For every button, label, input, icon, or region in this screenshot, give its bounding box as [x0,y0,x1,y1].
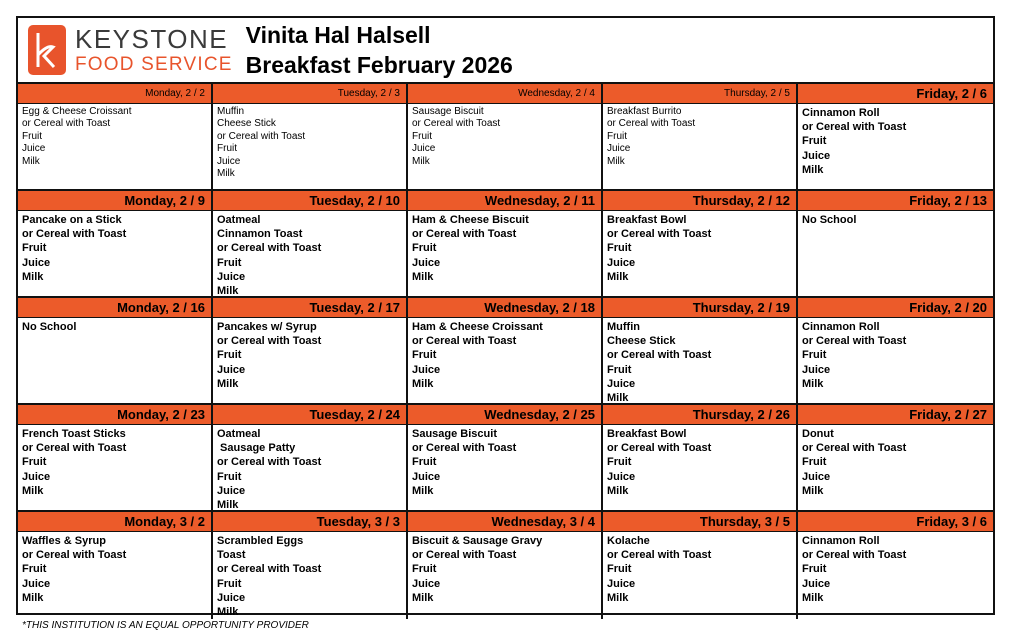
day-header: Thursday, 2 / 26 [603,405,796,425]
menu-item: or Cereal with Toast [607,349,712,362]
menu-item: Ham & Cheese Croissant [412,321,543,333]
menu-item: No School [802,214,857,226]
menu-item: Milk [607,155,625,167]
menu-item: Pancakes w/ Syrup [217,321,317,333]
menu-items [408,318,601,391]
menu-item: Milk [217,285,239,298]
menu-item: Cinnamon Toast [217,228,303,241]
menu-items [798,211,993,227]
menu-item: Fruit [412,456,437,469]
menu-item: Fruit [412,130,432,142]
day-header: Monday, 2 / 16 [18,298,211,318]
menu-item: or Cereal with Toast [217,130,306,142]
menu-item: Breakfast Bowl [607,428,687,440]
menu-item: Cinnamon Roll [802,107,880,119]
menu-item: Sausage Patty [217,442,296,455]
menu-items [798,104,993,177]
menu-items [213,211,406,298]
menu-items [603,104,796,168]
day-cell [798,191,993,298]
menu-item: or Cereal with Toast [217,242,322,255]
menu-item: Ham & Cheese Biscuit [412,214,529,226]
menu-item: Milk [412,591,434,604]
menu-item: Muffin [217,106,245,117]
day-cell [408,191,603,298]
menu-item: No School [22,321,77,333]
menu-item: Milk [607,484,629,497]
menu-item: Juice [412,256,441,269]
menu-item: Fruit [802,135,827,148]
menu-item: Milk [802,163,824,176]
menu-item: Juice [22,577,51,590]
menu-items [213,425,406,512]
day-header: Thursday, 3 / 5 [603,512,796,532]
title-block [246,20,513,80]
day-cell [18,191,213,298]
menu-items [603,425,796,498]
day-cell [408,405,603,512]
menu-item: Pancake on a Stick [22,214,122,226]
keystone-logo [28,25,233,75]
day-header: Monday, 2 / 2 [18,84,211,104]
day-header: Wednesday, 2 / 11 [408,191,601,211]
menu-item: Milk [217,168,235,180]
menu-items [213,104,406,180]
menu-item: Milk [412,155,430,167]
logo-line-food-service: FOOD SERVICE [75,54,233,75]
menu-items [408,425,601,498]
day-cell [18,512,213,619]
day-header: Monday, 2 / 9 [18,191,211,211]
menu-item: Fruit [217,143,237,155]
menu-items [603,211,796,284]
menu-item: Egg & Cheese Croissant [22,106,132,117]
menu-item: Milk [412,270,434,283]
menu-item: Milk [22,270,44,283]
menu-item: Milk [607,591,629,604]
menu-items [18,318,211,334]
day-cell [213,405,408,512]
menu-title: Breakfast February 2026 [245,52,513,78]
menu-item: Cinnamon Roll [802,535,880,547]
menu-item: or Cereal with Toast [22,549,127,562]
menu-item: or Cereal with Toast [412,228,517,241]
menu-item: or Cereal with Toast [22,118,111,130]
menu-item: Juice [412,470,441,483]
menu-item: or Cereal with Toast [607,442,712,455]
menu-item: Milk [802,591,824,604]
menu-item: Fruit [217,577,242,590]
menu-item: Juice [412,577,441,590]
menu-item: or Cereal with Toast [22,228,127,241]
menu-item: or Cereal with Toast [607,549,712,562]
menu-items [18,211,211,284]
menu-item: Breakfast Burrito [607,106,682,117]
menu-item: Milk [412,484,434,497]
menu-item: Juice [607,377,636,390]
day-cell [408,84,603,191]
menu-item: Fruit [607,363,632,376]
day-cell [18,405,213,512]
day-cell [603,84,798,191]
menu-items [798,532,993,605]
day-cell [18,298,213,405]
menu-items [408,211,601,284]
menu-item: or Cereal with Toast [802,549,907,562]
day-cell [798,512,993,619]
menu-item: Fruit [22,456,47,469]
menu-item: Fruit [412,563,437,576]
menu-item: Fruit [217,470,242,483]
day-cell [408,298,603,405]
menu-item: Cinnamon Roll [802,321,880,333]
day-cell [798,84,993,191]
school-name: Vinita Hal Halsell [245,22,431,48]
menu-item: Juice [802,149,831,162]
menu-item: Juice [22,256,51,269]
menu-items [18,425,211,498]
menu-item: Fruit [412,349,437,362]
menu-item: Toast [217,549,246,562]
menu-item: Fruit [802,563,827,576]
menu-item: Fruit [22,242,47,255]
menu-item: Fruit [22,130,42,142]
day-cell [603,191,798,298]
menu-item: Fruit [22,563,47,576]
day-header: Thursday, 2 / 5 [603,84,796,104]
day-header: Tuesday, 2 / 3 [213,84,406,104]
day-cell [18,84,213,191]
menu-item: or Cereal with Toast [412,549,517,562]
menu-item: Juice [607,577,636,590]
day-header: Tuesday, 3 / 3 [213,512,406,532]
day-header: Thursday, 2 / 12 [603,191,796,211]
day-header: Friday, 2 / 20 [798,298,993,318]
menu-item: Juice [802,363,831,376]
logo-wordmark [75,26,233,74]
menu-item: Fruit [607,456,632,469]
day-header: Friday, 2 / 13 [798,191,993,211]
day-header: Wednesday, 2 / 25 [408,405,601,425]
day-cell [603,512,798,619]
day-header: Wednesday, 2 / 4 [408,84,601,104]
menu-item: or Cereal with Toast [217,456,322,469]
menu-item: Muffin [607,321,640,333]
menu-item: or Cereal with Toast [22,442,127,455]
menu-item: Juice [802,577,831,590]
menu-item: Milk [22,155,40,167]
day-header: Tuesday, 2 / 24 [213,405,406,425]
menu-item: Waffles & Syrup [22,535,106,547]
menu-item: Fruit [412,242,437,255]
menu-items [798,425,993,498]
menu-items [408,532,601,605]
menu-item: or Cereal with Toast [802,121,907,134]
menu-items [408,104,601,168]
day-header: Friday, 2 / 27 [798,405,993,425]
menu-item: Fruit [802,349,827,362]
menu-items [18,104,211,168]
logo-line-keystone: KEYSTONE [75,24,229,54]
menu-item: Juice [217,484,246,497]
menu-item: or Cereal with Toast [607,118,696,130]
menu-calendar-grid [18,84,993,619]
menu-item: Juice [22,143,46,155]
menu-item: Scrambled Eggs [217,535,304,547]
menu-items [213,532,406,619]
menu-item: Milk [22,484,44,497]
keystone-k-logo-icon [28,25,66,75]
menu-item: Milk [217,377,239,390]
day-cell [213,512,408,619]
menu-item: Breakfast Bowl [607,214,687,226]
day-cell [798,405,993,512]
menu-item: Cheese Stick [607,335,676,348]
day-header: Tuesday, 2 / 10 [213,191,406,211]
menu-item: Juice [607,143,631,155]
menu-item: Milk [412,377,434,390]
menu-item: Sausage Biscuit [412,428,497,440]
menu-item: Juice [607,470,636,483]
menu-item: Fruit [607,242,632,255]
day-cell [603,405,798,512]
day-header: Thursday, 2 / 19 [603,298,796,318]
day-header: Friday, 2 / 6 [798,84,993,104]
menu-item: or Cereal with Toast [802,442,907,455]
menu-item: Cheese Stick [217,118,276,130]
menu-item: Juice [217,363,246,376]
menu-item: or Cereal with Toast [412,335,517,348]
day-cell [603,298,798,405]
menu-item: Fruit [217,349,242,362]
menu-item: French Toast Sticks [22,428,126,440]
menu-item: Juice [217,270,246,283]
menu-item: Milk [217,499,239,512]
menu-item: Milk [22,591,44,604]
day-header: Wednesday, 2 / 18 [408,298,601,318]
menu-item: Sausage Biscuit [412,106,484,117]
menu-item: Oatmeal [217,214,261,226]
menu-items [603,318,796,405]
day-cell [408,512,603,619]
day-header: Wednesday, 3 / 4 [408,512,601,532]
menu-items [213,318,406,391]
menu-item: or Cereal with Toast [607,228,712,241]
menu-item: or Cereal with Toast [412,118,501,130]
menu-item: Donut [802,428,834,440]
menu-item: Juice [412,363,441,376]
day-header: Monday, 2 / 23 [18,405,211,425]
day-header: Monday, 3 / 2 [18,512,211,532]
menu-item: Juice [607,256,636,269]
menu-item: or Cereal with Toast [217,563,322,576]
menu-item: Juice [802,470,831,483]
menu-item: Milk [802,377,824,390]
menu-item: Fruit [607,563,632,576]
header [18,18,993,84]
day-cell [213,191,408,298]
menu-item: Milk [217,606,239,619]
day-header: Tuesday, 2 / 17 [213,298,406,318]
menu-item: Juice [412,143,436,155]
menu-item: Kolache [607,535,650,547]
day-cell [213,84,408,191]
menu-item: Milk [802,484,824,497]
menu-item: Oatmeal [217,428,261,440]
menu-item: Milk [607,270,629,283]
day-cell [798,298,993,405]
menu-item: Juice [22,470,51,483]
equal-opportunity-notice: *THIS INSTITUTION IS AN EQUAL OPPORTUNITY PROVIDER [22,620,309,631]
menu-item: or Cereal with Toast [802,335,907,348]
menu-items [603,532,796,605]
menu-item: Fruit [607,130,627,142]
menu-items [798,318,993,391]
menu-items [18,532,211,605]
menu-item: or Cereal with Toast [412,442,517,455]
menu-item: Fruit [217,256,242,269]
day-header: Friday, 3 / 6 [798,512,993,532]
menu-item: Juice [217,591,246,604]
day-cell [213,298,408,405]
menu-item: Juice [217,155,241,167]
menu-item: Fruit [802,456,827,469]
menu-sheet [16,16,995,619]
menu-item: Biscuit & Sausage Gravy [412,535,543,547]
menu-item: or Cereal with Toast [217,335,322,348]
menu-item: Milk [607,392,629,405]
